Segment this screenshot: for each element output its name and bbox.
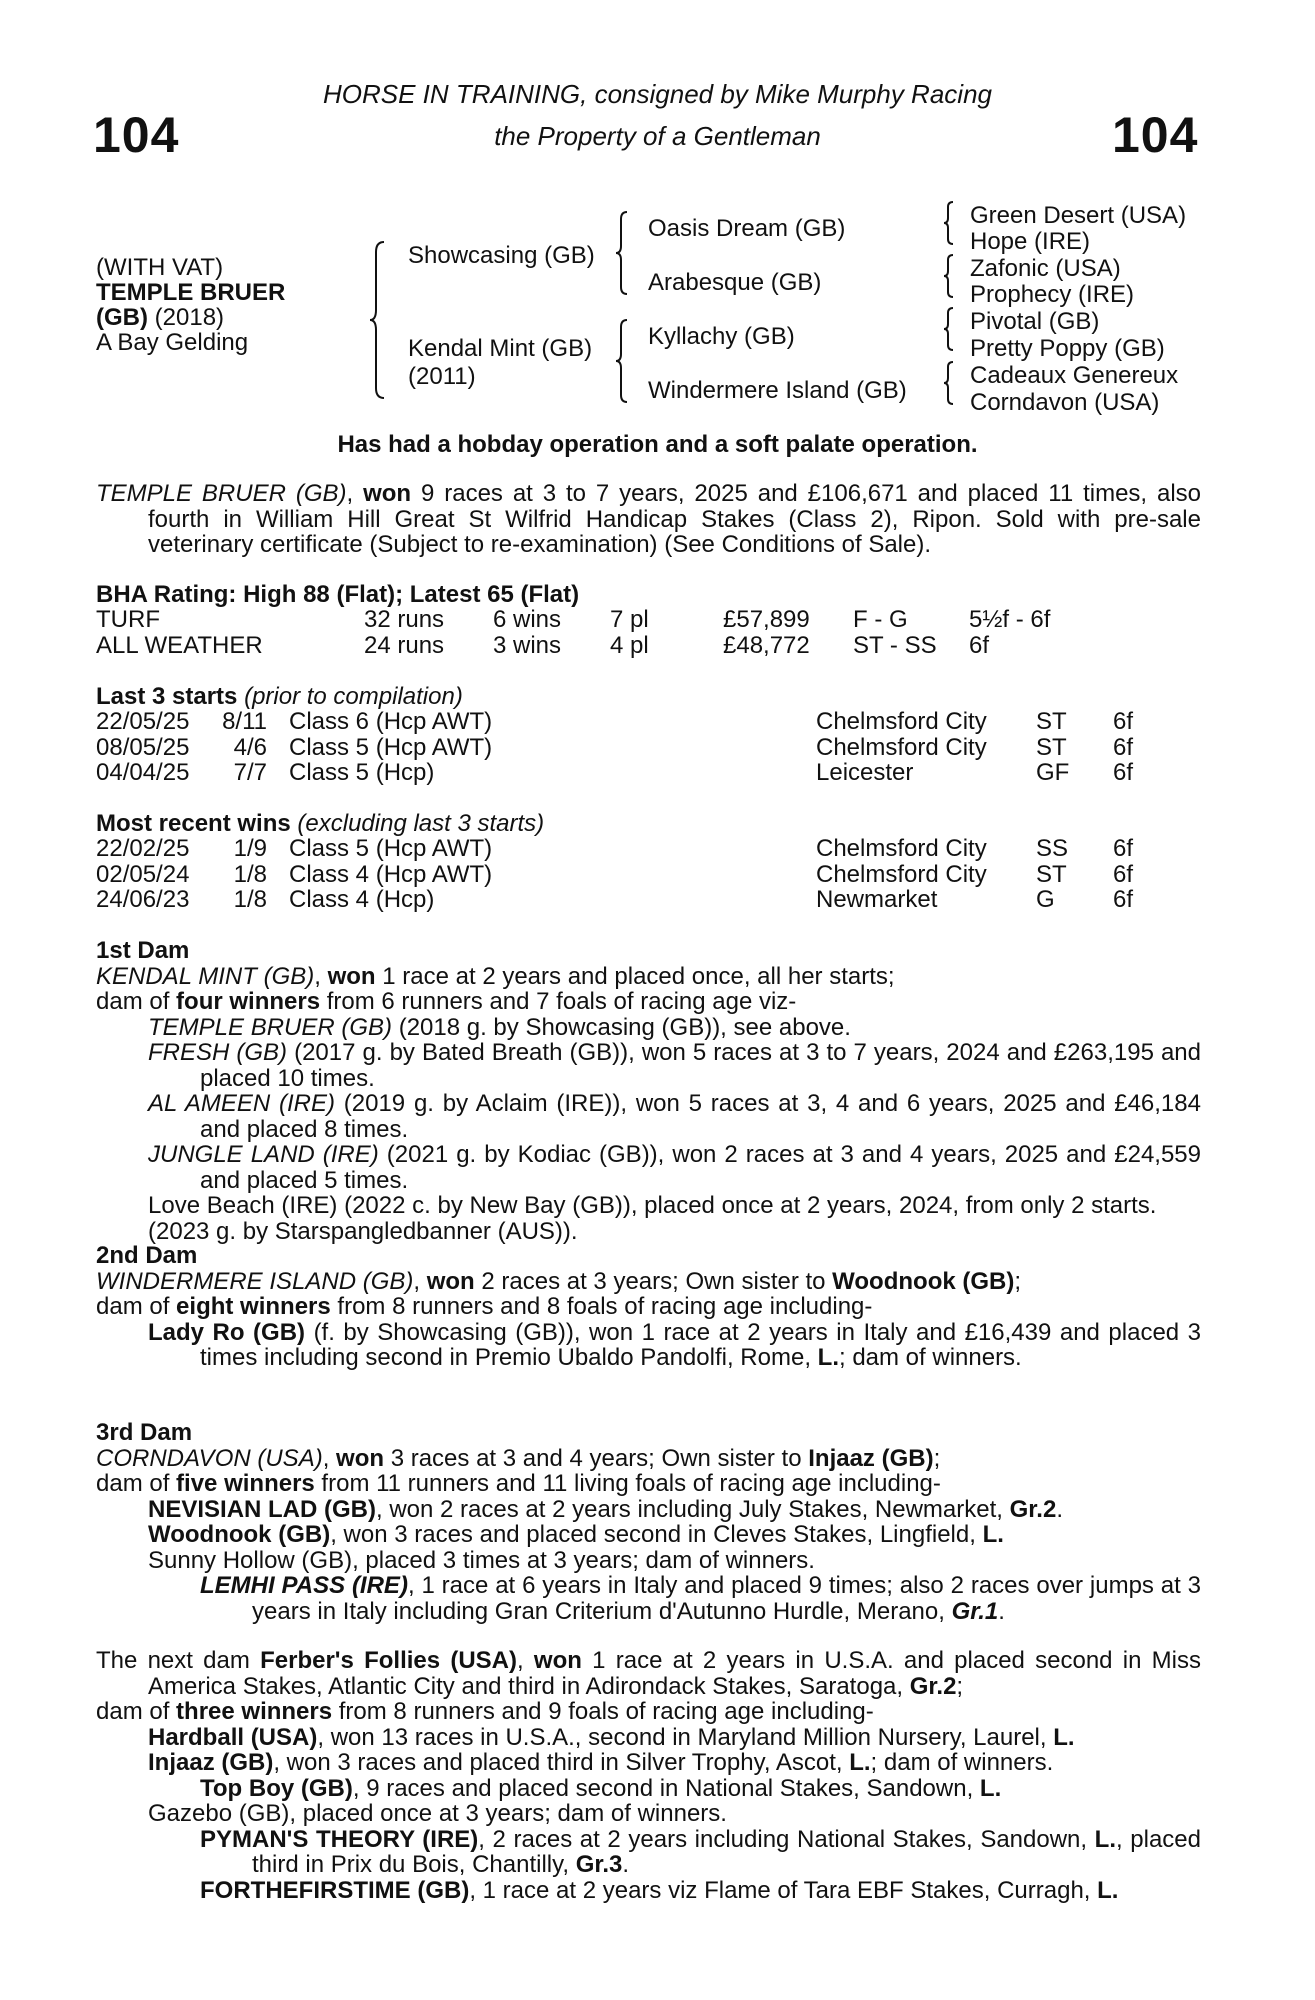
- rating-wins: 6 wins: [493, 606, 562, 633]
- progeny-nevisian-lad: [96, 1497, 1201, 1523]
- summary-text: 9 races at 3 to 7 years, 2025 and £106,671 and placed 11 times, also fourth in William Hill Great St Wilfrid Handicap Stakes (Class 2), Ripon. Sold with pre-sale veterinary certificate (Subject to re-examination) (See Conditions of Sale).: [148, 480, 1202, 558]
- progeny-gazebo: Gazebo (GB), placed once at 3 years; dam of winners.: [148, 1800, 727, 1827]
- first-dam-section: [96, 938, 1201, 1244]
- first-dam-line1: KENDAL MINT (GB), won 1 race at 2 years and placed once, all her starts;: [96, 962, 895, 990]
- progeny-name: PYMAN'S THEORY (IRE): [200, 1825, 479, 1853]
- race-grade: Gr.2: [1009, 1495, 1057, 1523]
- win-going: G: [1036, 886, 1055, 913]
- start-course: Chelmsford City: [816, 734, 987, 761]
- progeny-name: NEVISIAN LAD (GB): [148, 1495, 376, 1523]
- win-class: Class 4 (Hcp): [289, 886, 435, 913]
- recent-sub: (excluding last 3 starts): [297, 810, 545, 837]
- pedigree-g3-6: Pretty Poppy (GB): [970, 335, 1165, 362]
- horse-identity: [96, 255, 285, 355]
- second-dam-name: WINDERMERE ISLAND (GB): [96, 1267, 414, 1295]
- last3-title: Last 3 starts: [96, 683, 238, 710]
- win-pos: 1/8: [233, 886, 267, 913]
- third-dam-record: 3 races at 3 and 4 years; Own sister to: [384, 1444, 809, 1472]
- third-dam-heading: 3rd Dam: [96, 1419, 193, 1446]
- pedigree-dam-dam: Windermere Island (GB): [648, 377, 907, 404]
- punct: ;: [1014, 1267, 1022, 1295]
- race-grade: L.: [1053, 1723, 1075, 1751]
- progeny-record: , 9 races and placed second in National Stakes, Sandown,: [352, 1774, 980, 1802]
- first-dam-winners: four winners: [176, 988, 321, 1015]
- punct: .: [1056, 1495, 1063, 1523]
- pedigree-brace-g4: [942, 360, 956, 406]
- pedigree-sire: Showcasing (GB): [408, 242, 595, 269]
- progeny-record: (2021 g. by Kodiac (GB)), won 2 races at 3 and 4 years, 2025 and £24,559 and placed 5 times.: [200, 1141, 1201, 1194]
- progeny-name: TEMPLE BRUER (GB): [148, 1013, 393, 1041]
- start-dist: 6f: [1113, 759, 1134, 786]
- third-dam-line2: [96, 1471, 1201, 1497]
- second-dam-sister: Woodnook (GB): [832, 1267, 1015, 1295]
- rating-going: F - G: [853, 606, 908, 633]
- next-dam-name: Ferber's Follies (USA): [260, 1647, 518, 1674]
- first-dam-won: won: [327, 962, 376, 990]
- third-dam-sister: Injaaz (GB): [808, 1444, 934, 1472]
- first-dam-runners: from 6 runners and 7 foals of racing age viz-: [320, 988, 797, 1015]
- next-dam-line1: [96, 1648, 1201, 1699]
- progeny-record: (2018 g. by Showcasing (GB)), see above.: [392, 1013, 851, 1041]
- progeny-name: FRESH (GB): [148, 1039, 288, 1066]
- next-dam-section: [96, 1648, 1201, 1903]
- progeny-top-boy: [96, 1776, 1201, 1802]
- progeny-forthefirstime: [96, 1878, 1201, 1904]
- start-pos: 4/6: [233, 734, 267, 761]
- next-dam-record: 1 race at 2 years in U.S.A. and placed second in Miss America Stakes, Atlantic City and third in Adirondack Stakes, Saratoga,: [148, 1647, 1201, 1700]
- progeny-2023-gelding: (2023 g. by Starspangledbanner (AUS)).: [148, 1217, 578, 1245]
- pedigree-sire-sire: Oasis Dream (GB): [648, 215, 846, 242]
- start-date: 08/05/25: [96, 734, 190, 761]
- progeny-record: , won 3 races and placed second in Cleves Stakes, Lingfield,: [330, 1521, 983, 1548]
- race-grade: L.: [1094, 1825, 1116, 1853]
- pedigree-g3-2: Hope (IRE): [970, 228, 1091, 255]
- race-summary: TEMPLE BRUER (GB), won 9 races at 3 to 7 years, 2025 and £106,671 and placed 11 times, also fourth in William Hill Great St Wilfrid Handicap Stakes (Class 2), Ripon. Sold with pre-sale veterinary certificate (Subject to re-examination) (See Conditions of Sale).: [96, 480, 1202, 558]
- win-date: 24/06/23: [96, 886, 190, 913]
- progeny-record: , won 3 races and placed third in Silver Trophy, Ascot,: [273, 1749, 850, 1776]
- pedigree-brace-sire: [614, 210, 630, 296]
- pedigree-g3-4: Prophecy (IRE): [970, 281, 1135, 308]
- horse-year: (2018): [154, 304, 225, 331]
- win-dist: 6f: [1113, 861, 1134, 888]
- consignor-line: HORSE IN TRAINING, consigned by Mike Murphy Racing: [323, 79, 992, 109]
- progeny-jungle-land: [96, 1142, 1201, 1193]
- progeny-hardball: [96, 1725, 1201, 1751]
- pedigree-g3-7: Cadeaux Genereux: [970, 362, 1179, 389]
- lot-number-left: 104: [93, 107, 180, 163]
- rating-prize: £57,899: [723, 606, 810, 633]
- progeny-love-beach: Love Beach (IRE) (2022 c. by New Bay (GB)), placed once at 2 years, 2024, from only 2 starts.: [148, 1192, 1157, 1219]
- progeny-name: Woodnook (GB): [148, 1521, 331, 1548]
- race-grade: Gr.1: [951, 1597, 999, 1625]
- win-pos: 1/8: [233, 861, 267, 888]
- start-going: ST: [1036, 734, 1067, 761]
- lot-number-right: 104: [1112, 107, 1199, 163]
- recent-title: Most recent wins: [96, 810, 291, 837]
- start-dist: 6f: [1113, 708, 1134, 735]
- pedigree-g3-1: Green Desert (USA): [970, 202, 1187, 229]
- progeny-woodnook: [96, 1522, 1201, 1548]
- race-grade: L.: [1097, 1876, 1119, 1904]
- pedigree-g3-8: Corndavon (USA): [970, 389, 1160, 416]
- pedigree-brace-g1: [942, 200, 956, 246]
- third-dam-runners: from 11 runners and 11 living foals of racing age including-: [314, 1470, 941, 1497]
- start-dist: 6f: [1113, 734, 1134, 761]
- start-course: Leicester: [816, 759, 914, 786]
- next-dam-label: The next dam: [96, 1647, 261, 1674]
- progeny-al-ameen: [96, 1091, 1201, 1142]
- next-dam-won: won: [533, 1647, 582, 1674]
- progeny-sunny-hollow: Sunny Hollow (GB), placed 3 times at 3 years; dam of winners.: [148, 1546, 815, 1574]
- pedigree-dam-sire: Kyllachy (GB): [648, 323, 795, 350]
- property-line: the Property of a Gentleman: [494, 121, 821, 151]
- progeny-name: Top Boy (GB): [200, 1774, 353, 1802]
- second-dam-runners: from 8 runners and 8 foals of racing age including-: [330, 1293, 873, 1320]
- rating-runs: 24 runs: [364, 632, 445, 659]
- second-dam-line1: WINDERMERE ISLAND (GB), won 2 races at 3 years; Own sister to Woodnook (GB);: [96, 1267, 1022, 1295]
- second-dam-heading: 2nd Dam: [96, 1242, 198, 1269]
- rating-pl: 4 pl: [610, 632, 649, 659]
- rating-surface: ALL WEATHER: [96, 632, 263, 659]
- next-dam-winners: three winners: [176, 1698, 333, 1725]
- progeny-record: (f. by Showcasing (GB)), won 1 race at 2 years in Italy and £16,439 and placed 3 times including second in Premio Ubaldo Pandolfi, Rome,: [200, 1318, 1202, 1371]
- punct: .: [622, 1851, 630, 1878]
- progeny-record: (2017 g. by Bated Breath (GB)), won 5 races at 3 to 7 years, 2024 and £263,195 and placed 10 times.: [200, 1039, 1201, 1092]
- operation-note: Has had a hobday operation and a soft palate operation.: [337, 431, 978, 458]
- progeny-record: , 1 race at 2 years viz Flame of Tara EBF Stakes, Curragh,: [469, 1876, 1098, 1904]
- start-class: Class 5 (Hcp): [289, 759, 435, 786]
- punct: .: [998, 1597, 1005, 1625]
- win-going: SS: [1036, 835, 1069, 862]
- pedigree-brace-dam: [614, 318, 630, 404]
- rating-pl: 7 pl: [610, 606, 649, 633]
- punct: ;: [933, 1444, 941, 1472]
- start-course: Chelmsford City: [816, 708, 987, 735]
- start-class: Class 5 (Hcp AWT): [289, 734, 493, 761]
- pedigree-dam: Kendal Mint (GB): [408, 335, 593, 362]
- pedigree-g3-3: Zafonic (USA): [970, 255, 1121, 282]
- punct: ,: [517, 1647, 534, 1674]
- rating-dist: 5½f - 6f: [969, 606, 1051, 633]
- first-dam-name: KENDAL MINT (GB): [96, 962, 315, 990]
- progeny-record: (2019 g. by Aclaim (IRE)), won 5 races at 3, 4 and 6 years, 2025 and £46,184 and placed 8 times.: [200, 1090, 1201, 1143]
- win-date: 02/05/24: [96, 861, 190, 888]
- progeny-injaaz: [96, 1750, 1201, 1776]
- third-dam-name: CORNDAVON (USA): [96, 1444, 323, 1472]
- win-date: 22/02/25: [96, 835, 190, 862]
- second-dam-record: 2 races at 3 years; Own sister to: [474, 1267, 833, 1295]
- second-dam-won: won: [426, 1267, 475, 1295]
- second-dam-line2: [96, 1294, 1201, 1320]
- horse-country: (GB): [96, 304, 148, 331]
- win-course: Chelmsford City: [816, 861, 987, 888]
- second-dam-section: [96, 1243, 1201, 1371]
- win-course: Newmarket: [816, 886, 938, 913]
- next-dam-runners: from 8 runners and 9 foals of racing age including-: [332, 1698, 874, 1725]
- progeny-record: , 2 races at 2 years including National Stakes, Sandown,: [478, 1825, 1095, 1853]
- progeny-name: Injaaz (GB): [148, 1749, 274, 1776]
- first-dam-line2: [96, 989, 1201, 1015]
- start-class: Class 6 (Hcp AWT): [289, 708, 493, 735]
- last3-heading: [96, 684, 463, 710]
- progeny-name: AL AMEEN (IRE): [148, 1090, 335, 1117]
- third-dam-winners: five winners: [176, 1470, 315, 1497]
- rating-surface: TURF: [96, 606, 160, 633]
- win-pos: 1/9: [233, 835, 267, 862]
- win-class: Class 5 (Hcp AWT): [289, 835, 493, 862]
- rating-wins: 3 wins: [493, 632, 562, 659]
- progeny-lady-ro: [96, 1320, 1201, 1371]
- third-dam-line1: CORNDAVON (USA), won 3 races at 3 and 4 years; Own sister to Injaaz (GB);: [96, 1444, 941, 1472]
- vat-label: (WITH VAT): [96, 254, 224, 281]
- win-dist: 6f: [1113, 886, 1134, 913]
- recent-heading: [96, 811, 544, 837]
- horse-description: A Bay Gelding: [96, 329, 249, 356]
- summary-horse-name: TEMPLE BRUER (GB): [96, 480, 347, 507]
- dam-of-label: dam of: [96, 1470, 177, 1497]
- win-dist: 6f: [1113, 835, 1134, 862]
- start-going: GF: [1036, 759, 1070, 786]
- pedigree-dam-year: (2011): [408, 363, 476, 390]
- win-going: ST: [1036, 861, 1067, 888]
- win-class: Class 4 (Hcp AWT): [289, 861, 493, 888]
- start-going: ST: [1036, 708, 1067, 735]
- next-dam-line2: [96, 1699, 1201, 1725]
- race-grade: L.: [849, 1749, 871, 1776]
- start-date: 22/05/25: [96, 708, 190, 735]
- pedigree-brace-g3: [942, 306, 956, 352]
- race-grade: Gr.2: [909, 1672, 957, 1700]
- progeny-fresh: [96, 1040, 1201, 1091]
- rating-heading: BHA Rating: High 88 (Flat); Latest 65 (Flat): [96, 581, 580, 608]
- progeny-name: FORTHEFIRSTIME (GB): [200, 1876, 470, 1904]
- dam-of-label: dam of: [96, 1698, 177, 1725]
- progeny-record-2: , placed third in Prix du Bois, Chantilly,: [252, 1825, 1201, 1878]
- third-dam-won: won: [336, 1444, 385, 1472]
- dam-of-label: dam of: [96, 1293, 177, 1320]
- third-dam-section: [96, 1420, 1201, 1624]
- progeny-name: JUNGLE LAND (IRE): [148, 1141, 379, 1168]
- start-pos: 8/11: [222, 708, 267, 735]
- first-dam-heading: 1st Dam: [96, 937, 190, 964]
- rating-prize: £48,772: [723, 632, 810, 659]
- race-grade: L.: [817, 1344, 839, 1371]
- rating-going: ST - SS: [853, 632, 937, 659]
- summary-won: won: [363, 480, 412, 507]
- race-grade: Gr.3: [575, 1851, 623, 1878]
- last3-sub: (prior to compilation): [244, 683, 463, 710]
- start-date: 04/04/25: [96, 759, 190, 786]
- race-grade: L.: [979, 1774, 1002, 1802]
- start-pos: 7/7: [233, 759, 267, 786]
- punct: ;: [956, 1672, 964, 1700]
- progeny-record: , won 2 races at 2 years including July Stakes, Newmarket,: [376, 1495, 1010, 1523]
- progeny-lemhi-pass: [96, 1573, 1201, 1624]
- progeny-note: ; dam of winners.: [838, 1344, 1022, 1371]
- dam-of-label: dam of: [96, 988, 177, 1015]
- progeny-pymans-theory: [96, 1827, 1201, 1878]
- progeny-temple-bruer: [96, 1015, 1201, 1041]
- progeny-name: LEMHI PASS (IRE): [200, 1572, 408, 1599]
- pedigree-brace-main: [368, 240, 388, 400]
- second-dam-winners: eight winners: [176, 1293, 331, 1320]
- first-dam-record: 1 race at 2 years and placed once, all her starts;: [375, 962, 895, 990]
- rating-runs: 32 runs: [364, 606, 445, 633]
- pedigree-g3-5: Pivotal (GB): [970, 308, 1100, 335]
- progeny-name: Lady Ro (GB): [148, 1318, 306, 1346]
- progeny-record: , won 13 races in U.S.A., second in Maryland Million Nursery, Laurel,: [317, 1723, 1054, 1751]
- progeny-note: ; dam of winners.: [870, 1749, 1054, 1776]
- progeny-name: Hardball (USA): [148, 1723, 318, 1751]
- progeny-record: , 1 race at 6 years in Italy and placed 9 times; also 2 races over jumps at 3 years in Italy including Gran Criterium d'Autunno Hurdle, Merano,: [252, 1572, 1201, 1625]
- pedigree-brace-g2: [942, 253, 956, 299]
- horse-name: TEMPLE BRUER: [96, 279, 286, 306]
- pedigree-sire-dam: Arabesque (GB): [648, 269, 822, 296]
- win-course: Chelmsford City: [816, 835, 987, 862]
- rating-dist: 6f: [969, 632, 990, 659]
- race-grade: L.: [982, 1521, 1004, 1548]
